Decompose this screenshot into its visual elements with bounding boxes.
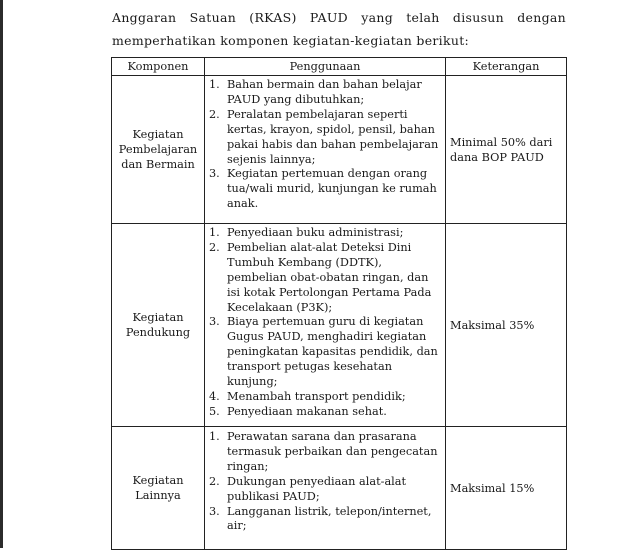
intro-line-2: memperhatikan komponen kegiatan-kegiatan berikut:: [112, 33, 470, 48]
penggunaan-cell: [205, 224, 446, 427]
keterangan-cell: [446, 76, 567, 224]
list-item: [205, 108, 442, 168]
penggunaan-cell: [205, 76, 446, 224]
list-item: [205, 475, 442, 505]
list-text: Pembelian alat-alat Deteksi Dini Tumbuh Kembang (DDTK), pembelian obat-obatan ringan, dan isi kotak Pertolongan Pertama Pada Kecelakaan (P3K);: [227, 240, 432, 314]
header-keterangan: Keterangan: [446, 58, 567, 76]
list-item: [205, 78, 442, 108]
list-item: [205, 315, 442, 390]
list-number: 1.: [209, 226, 220, 239]
list-text: Peralatan pembelajaran seperti kertas, krayon, spidol, pensil, bahan pakai habis dan bahan pembelajaran sejenis lainnya;: [227, 107, 439, 166]
list-item: [205, 167, 442, 212]
komponen-label: Kegiatan Pendukung: [125, 311, 191, 339]
keterangan-text: Minimal 50% dari dana BOP PAUD: [450, 135, 553, 164]
page-left-border: [0, 0, 3, 548]
intro-line-1: Anggaran Satuan (RKAS) PAUD yang telah disusun dengan: [112, 10, 566, 25]
header-komponen: Komponen: [112, 58, 205, 76]
list-text: Perawatan sarana dan prasarana termasuk perbaikan dan pengecatan ringan;: [227, 430, 438, 473]
list-text: Langganan listrik, telepon/internet, air;: [227, 504, 432, 533]
list-number: 1.: [209, 430, 220, 443]
komponen-label: Kegiatan Lainnya: [132, 474, 184, 502]
table-header-row: [112, 58, 567, 76]
rkas-component-table: [111, 57, 567, 550]
list-item: [205, 226, 442, 241]
penggunaan-list: [205, 427, 445, 536]
list-text: Biaya pertemuan guru di kegiatan Gugus PAUD, menghadiri kegiatan peningkatan kapasitas pendidik, dan transport petugas kesehatan kunjung;: [227, 315, 438, 389]
list-text: Kegiatan pertemuan dengan orang tua/wali murid, kunjungan ke rumah anak.: [227, 167, 437, 211]
komponen-cell: [112, 224, 205, 427]
list-number: 1.: [209, 78, 220, 91]
list-number: 3.: [209, 315, 220, 329]
list-number: 2.: [209, 107, 220, 121]
list-number: 3.: [209, 504, 220, 518]
list-number: 2.: [209, 240, 220, 254]
list-item: [205, 390, 442, 405]
keterangan-cell: [446, 427, 567, 550]
komponen-cell: [112, 76, 205, 224]
penggunaan-list: [205, 76, 445, 214]
keterangan-cell: [446, 224, 567, 427]
komponen-cell: [112, 427, 205, 550]
penggunaan-cell: [205, 427, 446, 550]
list-item: [205, 430, 442, 475]
komponen-label: Kegiatan Pembelajaran dan Bermain: [118, 128, 198, 171]
list-item: [205, 241, 442, 316]
list-item: [205, 505, 442, 535]
list-item: [205, 405, 442, 420]
list-text: Dukungan penyediaan alat-alat publikasi PAUD;: [227, 474, 407, 503]
penggunaan-list: [205, 224, 445, 422]
list-number: 5.: [209, 404, 220, 418]
list-text: Penyediaan buku administrasi;: [227, 226, 404, 239]
list-number: 3.: [209, 167, 220, 181]
list-text: Menambah transport pendidik;: [227, 389, 406, 403]
header-penggunaan: Penggunaan: [205, 58, 446, 76]
table-row: [112, 224, 567, 427]
list-text: Bahan bermain dan bahan belajar PAUD yang dibutuhkan;: [227, 78, 422, 106]
table-row: [112, 76, 567, 224]
keterangan-text: Maksimal 35%: [450, 318, 535, 332]
keterangan-text: Maksimal 15%: [450, 481, 535, 495]
intro-paragraph: [112, 6, 566, 52]
list-number: 4.: [209, 389, 220, 403]
list-text: Penyediaan makanan sehat.: [227, 404, 387, 418]
table-row: [112, 427, 567, 550]
list-number: 2.: [209, 474, 220, 488]
